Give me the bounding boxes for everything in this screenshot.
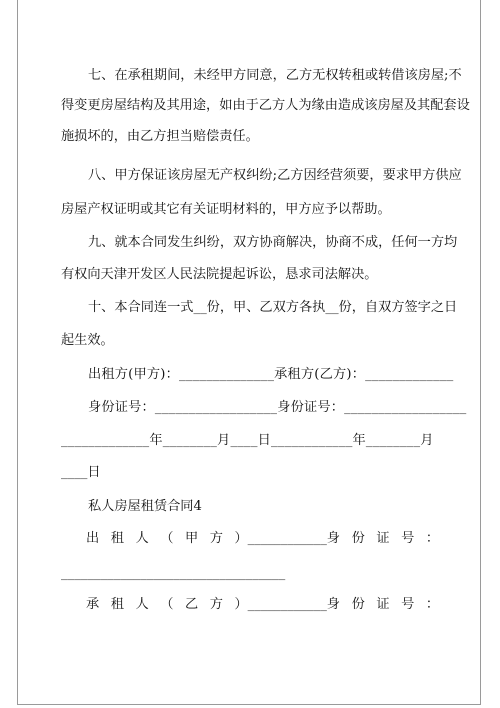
lessee-char: 乙	[185, 597, 199, 612]
lessee-char: 承	[86, 597, 100, 612]
lessor-char: 人	[135, 531, 149, 546]
lessee-char: ）____________身	[234, 597, 340, 612]
clause-9-line-2: 有权向天津开发区人民法院提起诉讼，恳求司法解决。	[61, 267, 378, 282]
clause-7-line-2: 得变更房屋结构及其用途，如由于乙方人为缘由造成该房屋及其配套设	[61, 98, 470, 113]
lessor-char: ）____________身	[234, 531, 340, 546]
contract-4-lessee-line	[86, 596, 439, 614]
lessor-char: 租	[110, 531, 124, 546]
contract-4-id-blank: __________________________________	[61, 566, 286, 581]
lessee-char: 租	[110, 597, 124, 612]
lessor-char: 出	[86, 531, 100, 546]
lessee-char: 号	[401, 597, 415, 612]
clause-10-line-2: 起生效。	[61, 333, 114, 348]
lessor-char: ：	[425, 531, 439, 546]
lessee-char: 份	[351, 597, 365, 612]
clause-7-line-3: 施损坏的，由乙方担当赔偿责任。	[61, 129, 259, 144]
lessor-char: 方	[209, 531, 223, 546]
lessee-char: 证	[376, 597, 390, 612]
signature-id-line: 身份证号：__________________身份证号：__________________	[88, 400, 467, 415]
lessee-char: ：	[425, 597, 439, 612]
clause-10-line-1: 十、本合同连一式__份，甲、乙双方各执__份，自双方签字之日	[88, 300, 458, 315]
signature-date-line: _____________年________月____日____________年________月	[61, 433, 434, 448]
lessor-char: 号	[401, 531, 415, 546]
clause-7-line-1: 七、在承租期间，未经甲方同意，乙方无权转租或转借该房屋;不	[88, 68, 462, 83]
lessor-char: （	[160, 531, 174, 546]
lessee-char: （	[160, 597, 174, 612]
contract-4-lessor-line	[86, 530, 439, 548]
clause-9-line-1: 九、就本合同发生纠纷，双方协商解决，协商不成，任何一方均	[88, 235, 458, 250]
clause-8-line-1: 八、甲方保证该房屋无产权纠纷;乙方因经营须要，要求甲方供应	[88, 168, 462, 183]
signature-date-line-2: ____日	[61, 465, 101, 480]
signature-parties-line: 出租方(甲方)：______________承租方(乙方)：_____________	[88, 367, 454, 382]
lessee-char: 方	[209, 597, 223, 612]
lessee-char: 人	[135, 597, 149, 612]
lessor-char: 证	[376, 531, 390, 546]
contract-4-title: 私人房屋租赁合同4	[88, 499, 202, 514]
lessor-char: 份	[351, 531, 365, 546]
clause-8-line-2: 房屋产权证明或其它有关证明材料的，甲方应予以帮助。	[61, 202, 391, 217]
lessor-char: 甲	[185, 531, 199, 546]
